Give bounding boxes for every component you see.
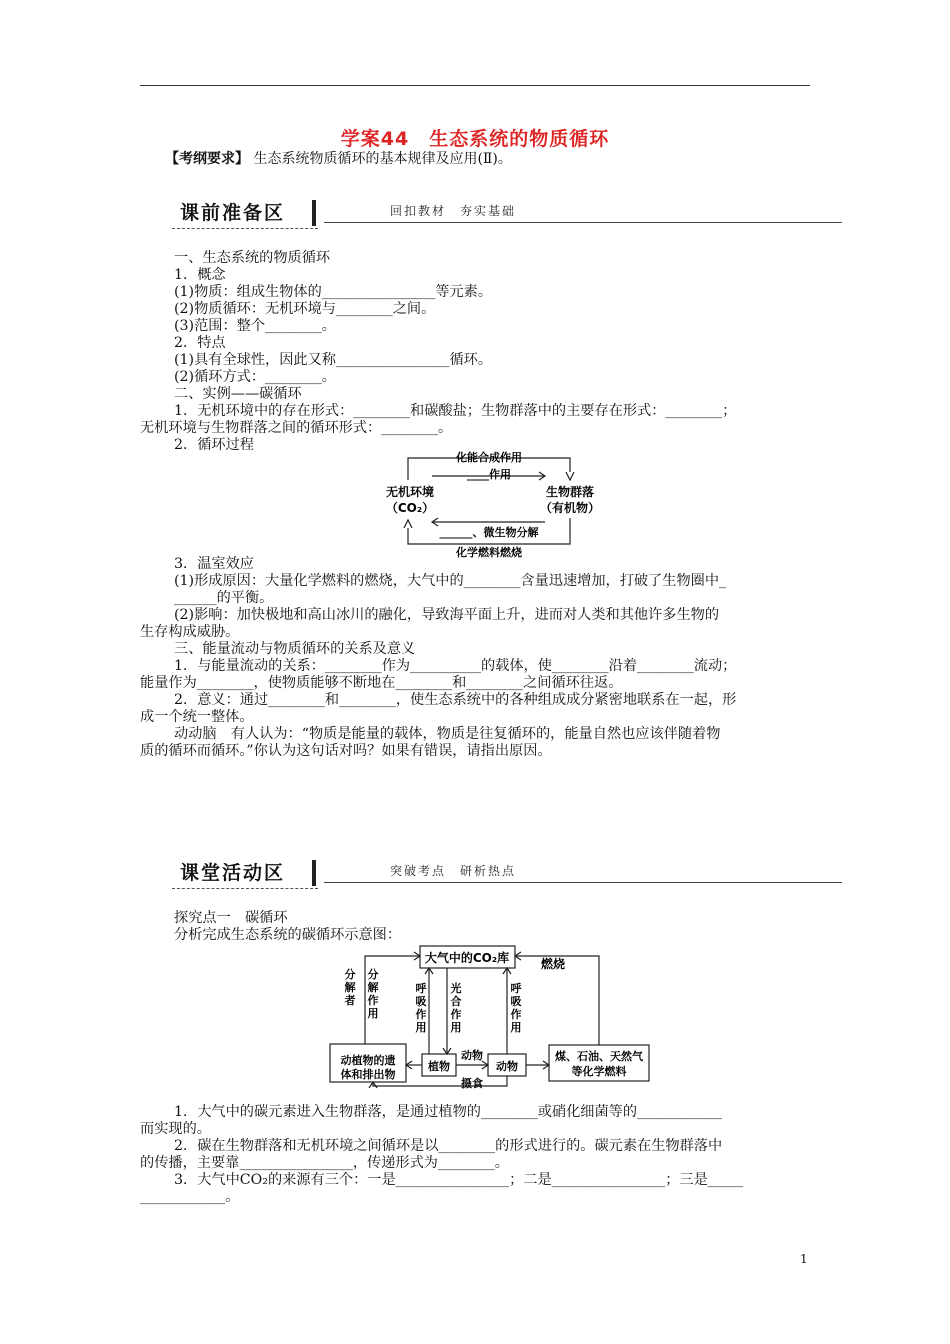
label-animal-respiration: 呼吸作用 xyxy=(510,982,522,1034)
text-line: 质的循环而循环。”你认为这句话对吗？如果有错误，请指出原因。 xyxy=(140,743,552,759)
label-chemosynthesis: 化能合成作用 xyxy=(456,451,522,464)
pre-text-block xyxy=(140,250,812,454)
label-remains-1: 动植物的遗 xyxy=(340,1054,396,1067)
banner-bar xyxy=(312,200,316,226)
text-line: 2．特点 xyxy=(174,335,226,351)
text-line: 1．大气中的碳元素进入生物群落，是通过植物的________或硝化细菌等的____________ xyxy=(174,1104,723,1120)
label-fuel-burning: 化学燃料燃烧 xyxy=(456,546,522,559)
banner-subtitle: 回扣教材 夯实基础 xyxy=(390,204,517,218)
text-line: ____________。 xyxy=(140,1189,240,1205)
text-line: 二、实例——碳循环 xyxy=(174,386,302,402)
text-line: 而实现的。 xyxy=(140,1121,211,1137)
label-eat-1: 动物 xyxy=(461,1049,483,1062)
requirement-label: 【考纲要求】 xyxy=(165,151,249,167)
label-decomposition: 分解作用 xyxy=(367,968,379,1020)
text-line: 一、生态系统的物质循环 xyxy=(174,250,331,266)
text-line: 2．循环过程 xyxy=(174,437,254,453)
text-line: (1)具有全球性，因此又称________________循环。 xyxy=(174,352,493,368)
text-line: 的传播，主要靠________________，传递形式为________。 xyxy=(140,1155,509,1171)
carbon-cycle-diagram-simple xyxy=(370,450,620,562)
text-line: 1．与能量流动的关系：________作为__________的载体，使________沿着________流动； xyxy=(174,658,737,674)
text-line: (2)循环方式：________。 xyxy=(174,369,336,385)
label-plant-respiration: 呼吸作用 xyxy=(415,982,427,1034)
text-line: (2)影响：加快极地和高山冰川的融化，导致海平面上升，进而对人类和其他许多生物的 xyxy=(174,607,720,623)
text-line: 1．无机环境中的存在形式：________和碳酸盐；生物群落中的主要存在形式：________； xyxy=(174,403,737,419)
page-title: 学案44 生态系统的物质循环 xyxy=(340,128,610,150)
text-line: (3)范围：整个________。 xyxy=(174,318,336,334)
text-line: 动动脑 有人认为：“物质是能量的载体，物质是往复循环的，能量自然也应该伴随着物 xyxy=(174,726,721,742)
label-burning: 燃烧 xyxy=(540,957,566,971)
label-decomposer: 分解者 xyxy=(344,968,356,1007)
label-organic: （有机物） xyxy=(539,501,601,515)
activity-questions xyxy=(140,1104,812,1206)
banner-rule xyxy=(324,882,842,883)
banner-label: 课前准备区 xyxy=(172,198,318,229)
text-line: 3．温室效应 xyxy=(174,556,254,572)
banner-label: 课堂活动区 xyxy=(172,858,318,889)
requirement-text: 生态系统物质循环的基本规律及应用(Ⅱ)。 xyxy=(253,151,512,167)
label-co2-pool: 大气中的CO₂库 xyxy=(424,951,510,965)
banner-rule xyxy=(324,222,842,223)
text-line: 能量作为________，使物质能够不断地在________和________之间循环往返。 xyxy=(140,675,623,691)
text-line: (1)形成原因：大量化学燃料的燃烧，大气中的________含量迅速增加，打破了生物圈中_ xyxy=(174,573,727,589)
text-line: 探究点一 碳循环 xyxy=(174,910,288,926)
label-eat-2: 摄食 xyxy=(461,1077,483,1090)
text-line: (2)物质循环：无机环境与________之间。 xyxy=(174,301,436,317)
text-line: 分析完成生态系统的碳循环示意图： xyxy=(174,927,402,943)
text-line: ______的平衡。 xyxy=(174,590,274,606)
label-microbial: ______、微生物分解 xyxy=(439,526,539,539)
section-banner-pre xyxy=(172,198,842,232)
pre-text-block-2 xyxy=(140,556,812,760)
label-photosynthesis: 光合作用 xyxy=(450,982,462,1034)
header-rule xyxy=(140,85,810,86)
label-blank-action: ____作用 xyxy=(467,468,511,481)
label-abiotic: 无机环境 xyxy=(385,485,435,499)
label-fuels-2: 等化学燃料 xyxy=(571,1065,627,1078)
text-line: (1)物质：组成生物体的________________等元素。 xyxy=(174,284,493,300)
banner-bar xyxy=(312,860,316,886)
page-number: 1 xyxy=(800,1252,808,1266)
banner-subtitle: 突破考点 研析热点 xyxy=(390,864,517,878)
text-line: 1．概念 xyxy=(174,267,226,283)
text-line: 生存构成威胁。 xyxy=(140,624,240,640)
text-line: 成一个统一整体。 xyxy=(140,709,254,725)
text-line: 三、能量流动与物质循环的关系及意义 xyxy=(174,641,416,657)
label-fuels-1: 煤、石油、天然气 xyxy=(555,1050,643,1063)
carbon-cycle-diagram-detailed xyxy=(325,942,655,1090)
text-line: 2．碳在生物群落和无机环境之间循环是以________的形式进行的。碳元素在生物群落中 xyxy=(174,1138,723,1154)
label-co2: （CO₂） xyxy=(385,501,435,515)
text-line: 3．大气中CO₂的来源有三个：一是________________；二是________________；三是_____ xyxy=(174,1172,744,1188)
label-remains-2: 体和排出物 xyxy=(340,1068,396,1081)
label-animal: 动物 xyxy=(496,1060,518,1073)
exam-requirement xyxy=(165,148,512,168)
section-banner-activity xyxy=(172,858,842,892)
activity-head xyxy=(140,910,812,944)
text-line: 2．意义：通过________和________，使生态系统中的各种组成成分紧密地联系在一起，形 xyxy=(174,692,737,708)
text-line: 无机环境与生物群落之间的循环形式：________。 xyxy=(140,420,453,436)
label-community: 生物群落 xyxy=(545,485,595,499)
label-plant: 植物 xyxy=(428,1060,450,1073)
